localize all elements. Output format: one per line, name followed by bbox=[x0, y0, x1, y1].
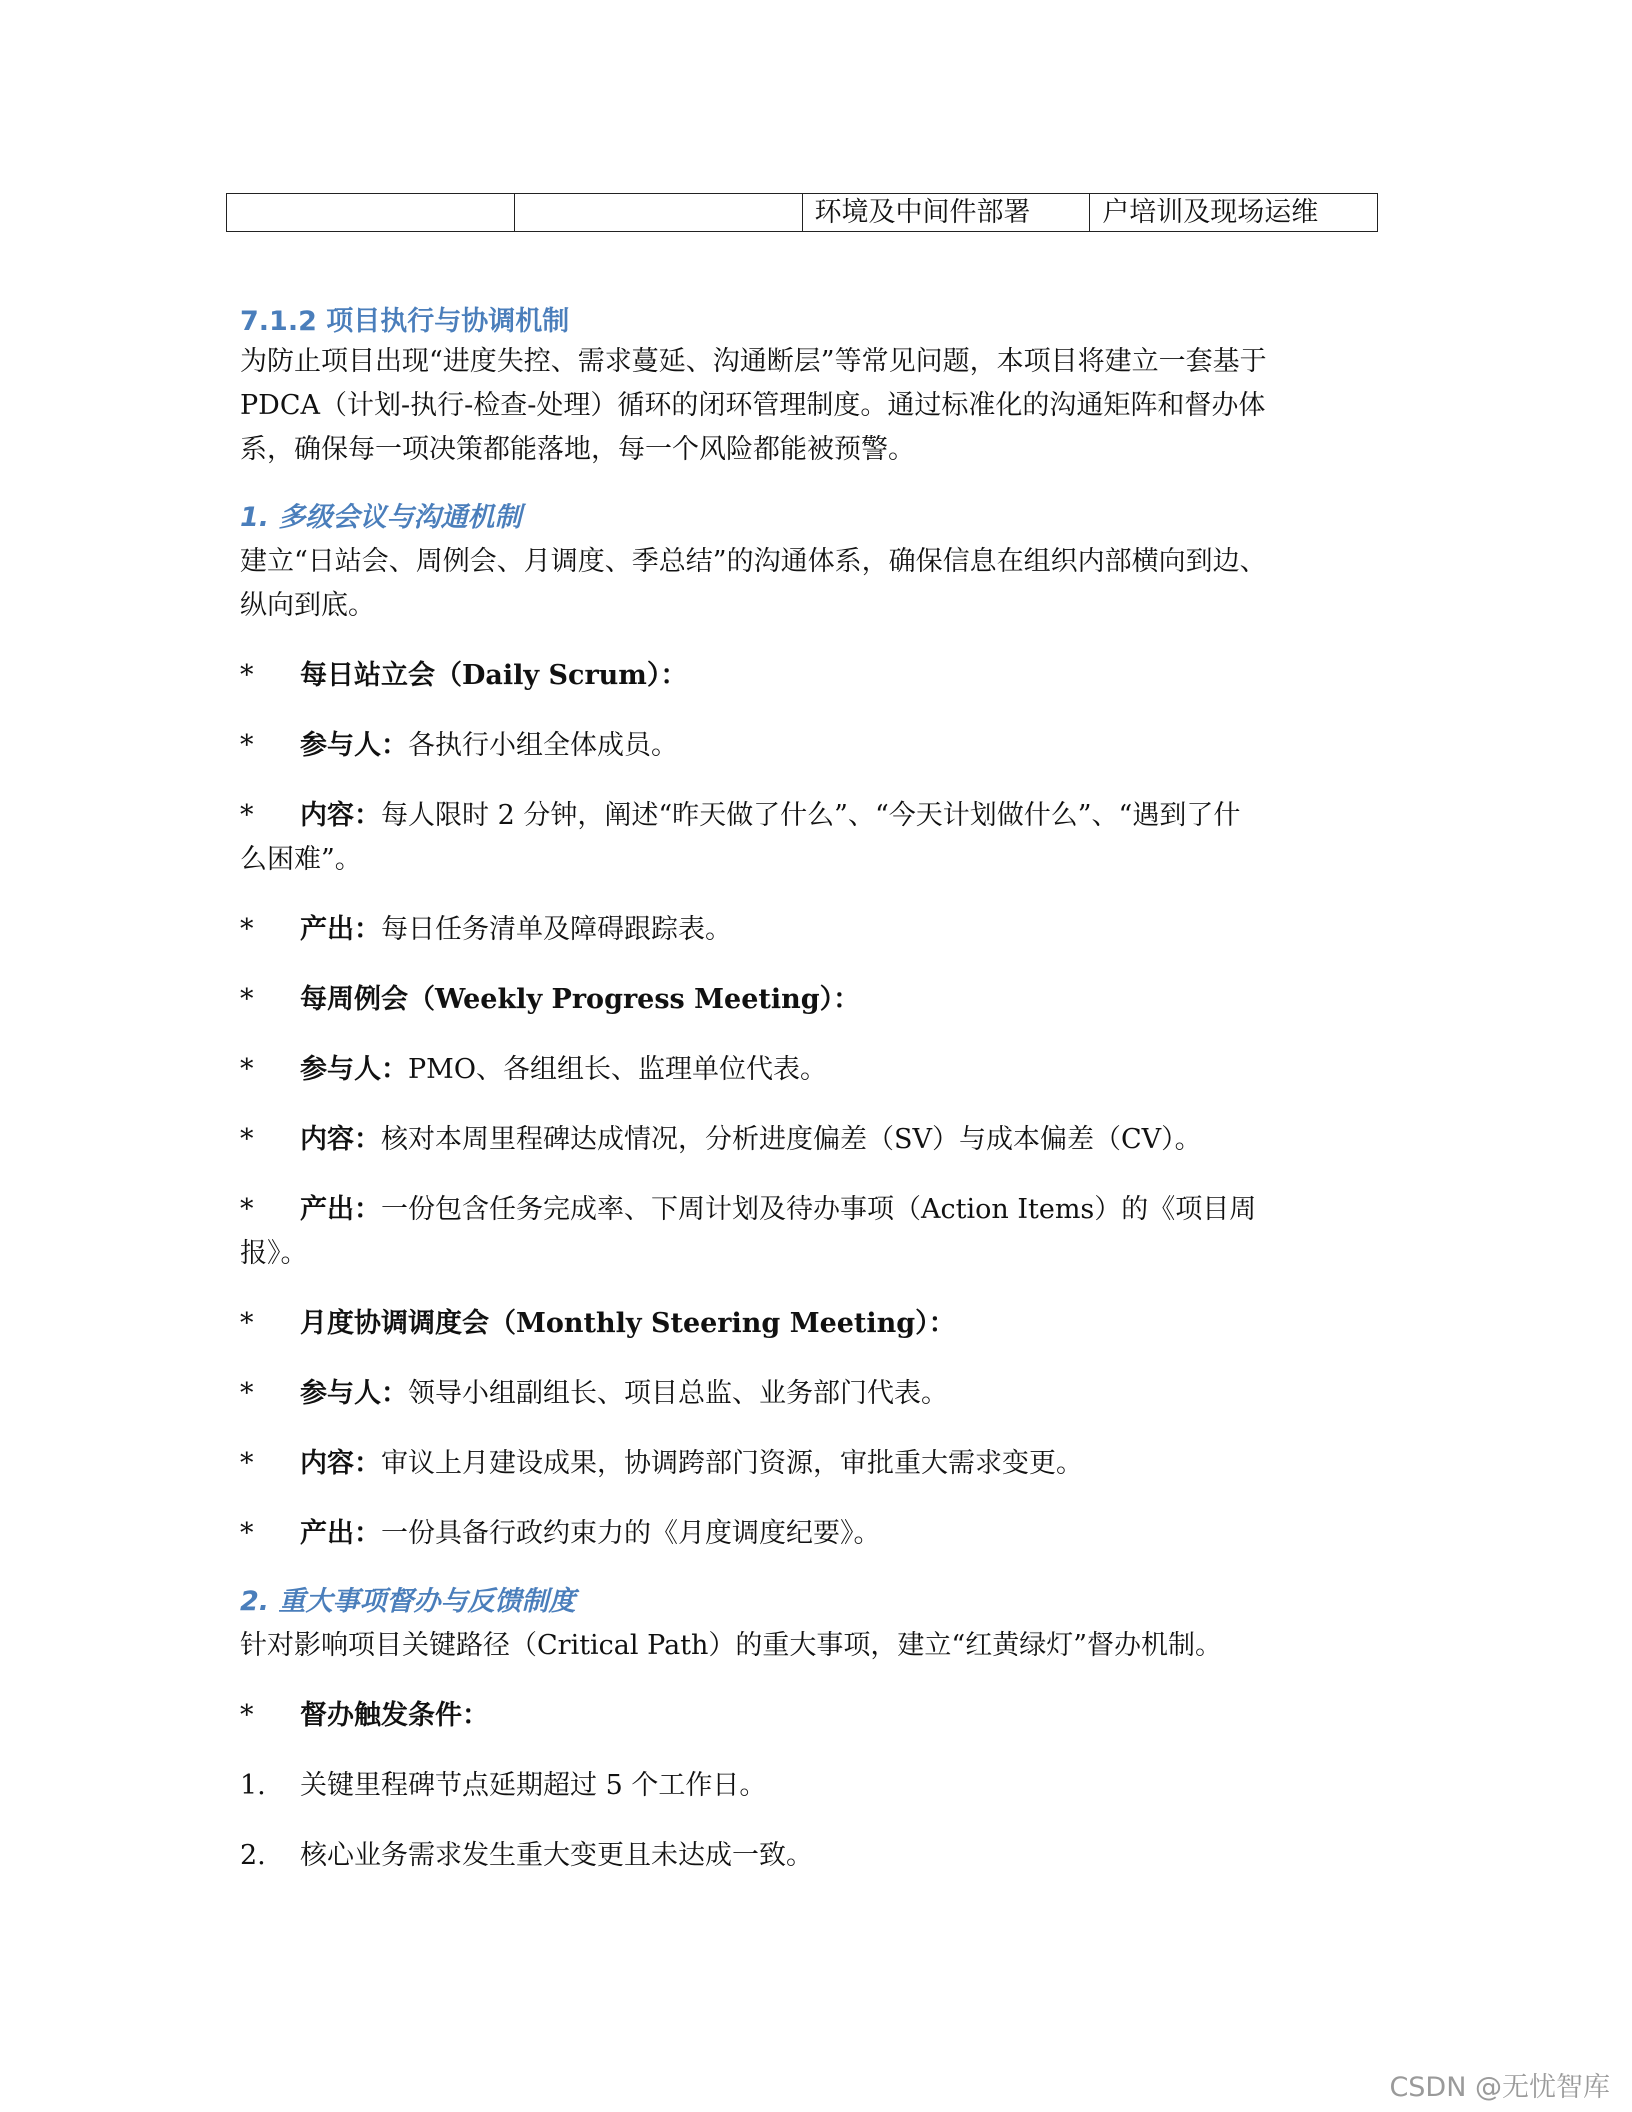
bullet-marker: * bbox=[240, 800, 254, 831]
list-item bbox=[240, 794, 1390, 838]
item-label: 参与人： bbox=[300, 1054, 408, 1085]
item-label: 月度协调调度会（Monthly Steering Meeting）： bbox=[300, 1308, 956, 1339]
list-item bbox=[240, 1694, 1390, 1738]
intro-line-2: PDCA（计划-执行-检查-处理）循环的闭环管理制度。通过标准化的沟通矩阵和督办体 bbox=[240, 390, 1266, 421]
item-text: 一份具备行政约束力的《月度调度纪要》。 bbox=[381, 1518, 881, 1549]
bullet-marker: * bbox=[240, 1378, 254, 1409]
list-item bbox=[240, 1188, 1390, 1232]
section-heading: 7.1.2 项目执行与协调机制 bbox=[240, 306, 570, 337]
list-item bbox=[240, 724, 1390, 768]
intro-line-3: 系，确保每一项决策都能落地，每一个风险都能被预警。 bbox=[240, 434, 915, 465]
list-item bbox=[240, 654, 1390, 698]
item-text: 每人限时 2 分钟，阐述“昨天做了什么”、“今天计划做什么”、“遇到了什 bbox=[381, 800, 1241, 831]
bullet-marker: * bbox=[240, 914, 254, 945]
item-label: 每日站立会（Daily Scrum）： bbox=[300, 660, 688, 691]
sub1-intro-line-1: 建立“日站会、周例会、月调度、季总结”的沟通体系，确保信息在组织内部横向到边、 bbox=[240, 546, 1267, 577]
bullet-marker: * bbox=[240, 660, 254, 691]
number-marker: 1. bbox=[240, 1770, 266, 1801]
item-label: 产出： bbox=[300, 1518, 381, 1549]
item-label: 产出： bbox=[300, 914, 381, 945]
item-label: 每周例会（Weekly Progress Meeting）： bbox=[300, 984, 861, 1015]
table-cell bbox=[227, 194, 515, 232]
bullet-marker: * bbox=[240, 1448, 254, 1479]
list-item-continuation: 么困难”。 bbox=[240, 844, 362, 875]
bullet-marker: * bbox=[240, 984, 254, 1015]
list-item bbox=[240, 1048, 1390, 1092]
item-text: 审议上月建设成果，协调跨部门资源，审批重大需求变更。 bbox=[381, 1448, 1083, 1479]
item-text: 每日任务清单及障碍跟踪表。 bbox=[381, 914, 732, 945]
bullet-marker: * bbox=[240, 1194, 254, 1225]
bullet-marker: * bbox=[240, 1054, 254, 1085]
list-item-continuation: 报》。 bbox=[240, 1238, 308, 1269]
item-text: 核心业务需求发生重大变更且未达成一致。 bbox=[300, 1840, 813, 1871]
list-item bbox=[240, 1512, 1390, 1556]
table-cell: 户培训及现场运维 bbox=[1090, 194, 1378, 232]
list-item bbox=[240, 978, 1390, 1022]
bullet-marker: * bbox=[240, 1308, 254, 1339]
item-label: 参与人： bbox=[300, 730, 408, 761]
bullet-marker: * bbox=[240, 730, 254, 761]
item-label: 督办触发条件： bbox=[300, 1700, 489, 1731]
watermark: CSDN @无忧智库 bbox=[1389, 2072, 1610, 2103]
item-text: PMO、各组组长、监理单位代表。 bbox=[408, 1054, 827, 1085]
item-text: 一份包含任务完成率、下周计划及待办事项（Action Items）的《项目周 bbox=[381, 1194, 1257, 1225]
bullet-marker: * bbox=[240, 1700, 254, 1731]
intro-line-1: 为防止项目出现“进度失控、需求蔓延、沟通断层”等常见问题，本项目将建立一套基于 bbox=[240, 346, 1267, 377]
sub2-intro: 针对影响项目关键路径（Critical Path）的重大事项，建立“红黄绿灯”督办机制。 bbox=[240, 1630, 1223, 1661]
list-item bbox=[240, 1118, 1390, 1162]
numbered-item bbox=[240, 1764, 1390, 1808]
sub1-intro-line-2: 纵向到底。 bbox=[240, 590, 375, 621]
item-label: 内容： bbox=[300, 1448, 381, 1479]
list-item bbox=[240, 1372, 1390, 1416]
item-text: 领导小组副组长、项目总监、业务部门代表。 bbox=[408, 1378, 948, 1409]
item-text: 关键里程碑节点延期超过 5 个工作日。 bbox=[300, 1770, 767, 1801]
number-marker: 2. bbox=[240, 1840, 266, 1871]
item-label: 内容： bbox=[300, 1124, 381, 1155]
table-cell bbox=[514, 194, 802, 232]
numbered-item bbox=[240, 1834, 1390, 1878]
list-item bbox=[240, 908, 1390, 952]
item-label: 参与人： bbox=[300, 1378, 408, 1409]
item-text: 各执行小组全体成员。 bbox=[408, 730, 678, 761]
item-label: 产出： bbox=[300, 1194, 381, 1225]
bullet-marker: * bbox=[240, 1124, 254, 1155]
bullet-marker: * bbox=[240, 1518, 254, 1549]
list-item bbox=[240, 1302, 1390, 1346]
item-text: 核对本周里程碑达成情况，分析进度偏差（SV）与成本偏差（CV）。 bbox=[381, 1124, 1202, 1155]
deployment-table bbox=[226, 193, 1378, 232]
subsection-heading-2: 2. 重大事项督办与反馈制度 bbox=[240, 1586, 576, 1617]
item-label: 内容： bbox=[300, 800, 381, 831]
table-row bbox=[227, 194, 1378, 232]
subsection-heading-1: 1. 多级会议与沟通机制 bbox=[240, 502, 522, 533]
list-item bbox=[240, 1442, 1390, 1486]
table-cell: 环境及中间件部署 bbox=[802, 194, 1090, 232]
